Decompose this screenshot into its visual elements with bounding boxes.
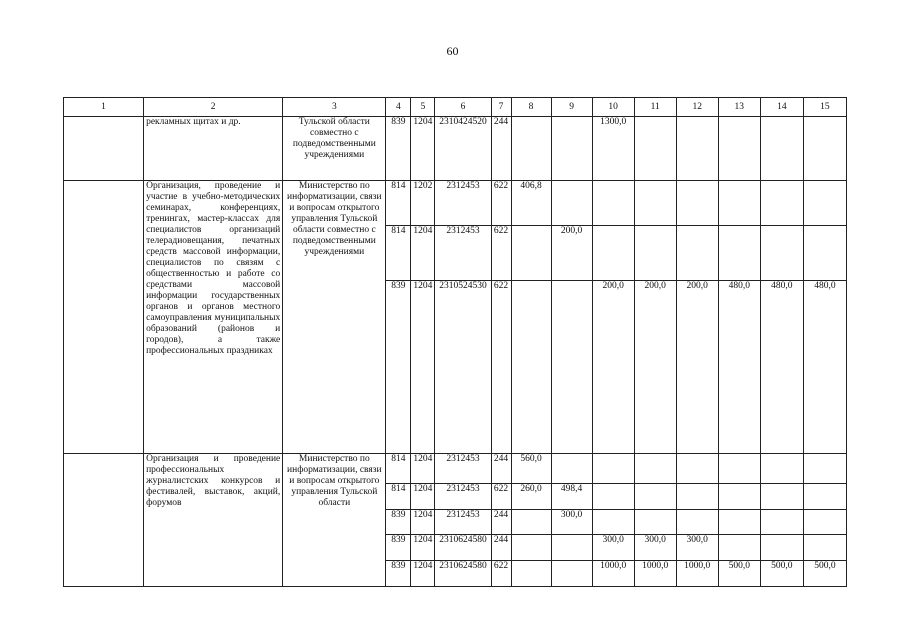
cell-value: 1000,0 (592, 561, 634, 587)
cell-csr: 2312453 (435, 510, 491, 535)
cell-csr: 2312453 (435, 226, 491, 281)
cell-value: 300,0 (592, 535, 634, 561)
cell-value: 560,0 (511, 454, 551, 484)
cell-value: 406,8 (511, 181, 551, 226)
cell-value (592, 226, 634, 281)
cell-rzpr: 1202 (411, 181, 435, 226)
cell-value (760, 181, 803, 226)
cell-value: 300,0 (634, 535, 676, 561)
cell-value (634, 226, 676, 281)
cell-csr: 2312453 (435, 454, 491, 484)
cell-value (511, 561, 551, 587)
cell-value (676, 454, 718, 484)
cell-rzpr: 1204 (411, 226, 435, 281)
cell-vr: 622 (491, 561, 511, 587)
cell-value: 480,0 (803, 281, 846, 454)
cell-value (718, 226, 760, 281)
cell-value (676, 226, 718, 281)
cell-value (803, 181, 846, 226)
cell-vr: 622 (491, 226, 511, 281)
cell-value (551, 561, 592, 587)
cell-csr: 2312453 (435, 484, 491, 510)
cell-value (551, 181, 592, 226)
cell-value (592, 181, 634, 226)
cell-value: 480,0 (718, 281, 760, 454)
cell-value (676, 181, 718, 226)
table-row (64, 117, 847, 181)
cell-value (718, 117, 760, 181)
cell-value (511, 535, 551, 561)
cell-value (634, 484, 676, 510)
cell-rzpr: 1204 (411, 561, 435, 587)
cell-value (718, 535, 760, 561)
cell-csr: 2312453 (435, 181, 491, 226)
executor-cell: Тульской области совместно с подведомственными учреждениями (283, 117, 386, 181)
cell-value (676, 117, 718, 181)
header-cell: 8 (511, 98, 551, 117)
cell-value: 480,0 (760, 281, 803, 454)
cell-grbs: 814 (386, 454, 411, 484)
cell-value (634, 510, 676, 535)
cell-value (511, 510, 551, 535)
cell-value (676, 510, 718, 535)
cell-grbs: 814 (386, 226, 411, 281)
cell-value (718, 484, 760, 510)
header-cell: 11 (634, 98, 676, 117)
cell-value (803, 454, 846, 484)
cell-value: 1000,0 (634, 561, 676, 587)
cell-value (760, 117, 803, 181)
cell-value: 500,0 (803, 561, 846, 587)
cell-col1 (64, 117, 144, 181)
cell-csr: 2310624580 (435, 561, 491, 587)
header-cell: 13 (718, 98, 760, 117)
cell-grbs: 814 (386, 181, 411, 226)
cell-value: 300,0 (676, 535, 718, 561)
cell-value: 200,0 (676, 281, 718, 454)
cell-value (592, 510, 634, 535)
cell-value: 200,0 (551, 226, 592, 281)
cell-value (718, 181, 760, 226)
cell-value (718, 510, 760, 535)
cell-value (760, 226, 803, 281)
cell-value (634, 454, 676, 484)
cell-csr: 2310424520 (435, 117, 491, 181)
header-cell: 6 (435, 98, 491, 117)
header-cell: 4 (386, 98, 411, 117)
cell-value (803, 226, 846, 281)
cell-value: 1300,0 (592, 117, 634, 181)
cell-vr: 622 (491, 181, 511, 226)
header-row (64, 98, 847, 117)
activity-cell: Организация, проведение и участие в учебно-методических семинарах, конференциях, тренингах, мастер-классах для специалистов организаций телерадиовещания, печатных средств массовой информации, специалистов по связям с общественностью и работе со средствами массовой информации государственных органов и органов местного самоуправления муниципальных образований (районов и городов), а также профессиональных праздниках (144, 181, 283, 454)
cell-value (803, 117, 846, 181)
cell-value (718, 454, 760, 484)
cell-value: 500,0 (718, 561, 760, 587)
cell-grbs: 839 (386, 510, 411, 535)
table-row (64, 181, 847, 226)
cell-value (634, 181, 676, 226)
cell-grbs: 814 (386, 484, 411, 510)
cell-grbs: 839 (386, 561, 411, 587)
cell-grbs: 839 (386, 535, 411, 561)
cell-grbs: 839 (386, 117, 411, 181)
cell-vr: 622 (491, 281, 511, 454)
cell-csr: 2310524530 (435, 281, 491, 454)
cell-value (551, 117, 592, 181)
header-cell: 7 (491, 98, 511, 117)
activity-cell: Организация и проведение профессиональных журналистских конкурсов и фестивалей, выставок, акций, форумов (144, 454, 283, 587)
cell-grbs: 839 (386, 281, 411, 454)
cell-vr: 622 (491, 484, 511, 510)
cell-value (592, 454, 634, 484)
cell-vr: 244 (491, 510, 511, 535)
cell-value (634, 117, 676, 181)
cell-value (803, 535, 846, 561)
cell-rzpr: 1204 (411, 117, 435, 181)
executor-cell: Министерство по информатизации, связи и вопросам открытого управления Тульской области совместно с подведомственными учреждениями (283, 181, 386, 454)
cell-value (551, 281, 592, 454)
executor-cell: Министерство по информатизации, связи и вопросам открытого управления Тульской области (283, 454, 386, 587)
cell-vr: 244 (491, 454, 511, 484)
cell-value: 498,4 (551, 484, 592, 510)
header-cell: 15 (803, 98, 846, 117)
header-cell: 12 (676, 98, 718, 117)
cell-csr: 2310624580 (435, 535, 491, 561)
cell-rzpr: 1204 (411, 484, 435, 510)
cell-value (551, 535, 592, 561)
cell-rzpr: 1204 (411, 281, 435, 454)
activity-cell: рекламных щитах и др. (144, 117, 283, 181)
table-row (64, 454, 847, 484)
cell-value: 1000,0 (676, 561, 718, 587)
header-cell: 2 (144, 98, 283, 117)
cell-value (511, 117, 551, 181)
cell-value: 500,0 (760, 561, 803, 587)
cell-value (760, 510, 803, 535)
cell-value: 300,0 (551, 510, 592, 535)
cell-value: 200,0 (634, 281, 676, 454)
budget-table (63, 97, 847, 587)
cell-value (760, 535, 803, 561)
cell-value (511, 281, 551, 454)
cell-value: 200,0 (592, 281, 634, 454)
cell-value (592, 484, 634, 510)
header-cell: 14 (760, 98, 803, 117)
cell-value: 260,0 (511, 484, 551, 510)
cell-vr: 244 (491, 535, 511, 561)
cell-rzpr: 1204 (411, 535, 435, 561)
cell-value (551, 454, 592, 484)
header-cell: 9 (551, 98, 592, 117)
cell-value (803, 510, 846, 535)
page-number: 60 (446, 44, 459, 58)
cell-value (676, 484, 718, 510)
cell-col1 (64, 181, 144, 454)
header-cell: 5 (411, 98, 435, 117)
cell-value (511, 226, 551, 281)
cell-rzpr: 1204 (411, 510, 435, 535)
header-cell: 1 (64, 98, 144, 117)
cell-vr: 244 (491, 117, 511, 181)
cell-value (803, 484, 846, 510)
cell-rzpr: 1204 (411, 454, 435, 484)
cell-col1 (64, 454, 144, 587)
cell-value (760, 454, 803, 484)
header-cell: 3 (283, 98, 386, 117)
cell-value (760, 484, 803, 510)
header-cell: 10 (592, 98, 634, 117)
